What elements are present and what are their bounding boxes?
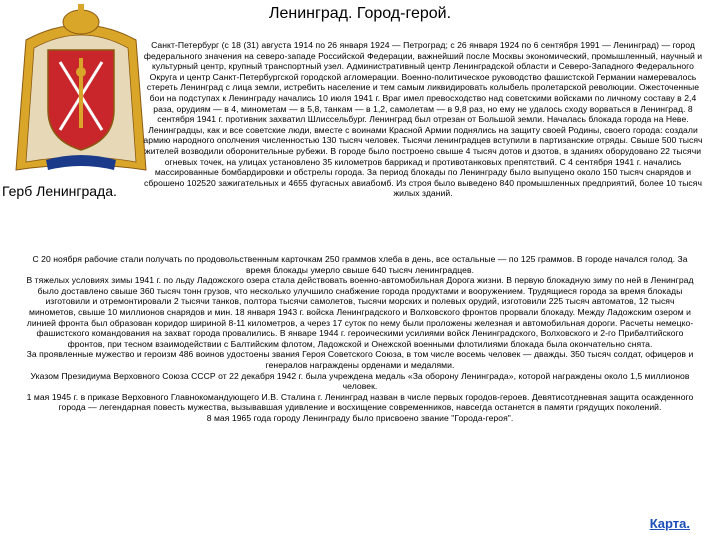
paragraph: В тяжелых условиях зимы 1941 г. по льду Ладожского озера стала действовать военно-автомобильная Дорога жизни. В первую блокадную зиму по ней в Ленинград было доставлено свыше 360 тысяч тонн грузов, что несколько улучшило снабжение города продуктами и вооружением. Трудящиеся города за время блокады изготовили и отремонтировали 2 тысячи танков, полтора тысячи самолетов, тысячи морских и полевых орудий, изготовили 225 тысяч автоматов, 12 тысяч минометов, свыше 10 миллионов снарядов и мин. 18 января 1943 г. войска Ленинградского и Волховского фронтов прорвали блокаду. Между Ладожским озером и линией фронта был образован коридор шириной 8-11 километров, а через 17 суток по нему были проложены железная и автомобильная дороги. Расчеты немецко-фашистского командования на захват города провалились. В январе 1944 г. героическими усилиями войск Ленинградского, Волховского и 2-го Прибалтийского фронтов, при тесном взаимодействии с Балтийским флотом, Ладожской и Онежской военными флотилиями блокада была окончательно снята. [26,275,694,349]
text-block-top [140,40,706,199]
paragraph: За проявленные мужество и героизм 486 воинов удостоены звания Героя Советского Союза, в том числе восемь человек — дважды. 350 тысяч солдат, офицеров и генералов награждены орденами и медалями. [26,349,694,370]
coat-of-arms-caption: Герб Ленинграда. [2,183,117,199]
map-link[interactable]: Карта. [649,516,690,531]
coat-of-arms-icon [6,0,156,180]
paragraph: Санкт-Петербург (с 18 (31) августа 1914 по 26 января 1924 — Петроград; с 26 января 1924 по 6 сентября 1991 — Ленинград) — город федерального значения на северо-западе Российской Федерации, важнейший после Москвы экономический, промышленный, научный и культурный центр, крупный транспортный узел. Административный центр Ленинградской области и Северо-Западного Федерального Округа и центр Санкт-Петербургской городской агломерации. Военно-политическое руководство фашистской Германии намеревалось стереть Ленинград с лица земли, истребить население и тем самым ликвидировать колыбель пролетарской революции. Ожесточенные бои на подступах к Ленинграду начались 10 июля 1941 г. Враг имел превосходство над советскими войсками по личному составу в 2,4 раза, орудиям — в 4, минометам — в 5,8, танкам — в 1,2, самолетам — в 9,8 раз, но ему не удалось сходу ворваться в Ленинград. 8 сентября 1941 г. противник захватил Шлиссельбург. Ленинград был отрезан от Большой земли. Началась блокада города на Неве. Ленинградцы, как и все советские люди, вместе с воинами Красной Армии поднялись на защиту своей Родины, своего города: создали армию народного ополчения численностью 130 тысяч человек. Тысячи ленинградцев вступили в партизанские отряды. Свыше 500 тысяч жителей возводили оборонительные рубежи. В городе было построено свыше 4 тысяч дотов и дзотов, в зданиях оборудовано 22 тысячи огневых точек, на улицах установлено 35 километров баррикад и противотанковых препятствий. С 4 сентября 1941 г. начались массированные бомбардировки и обстрелы города. За период блокады по Ленинграду было выпущено около 150 тысяч снарядов и сброшено 102520 зажигательных и 4655 фугасных авиабомб. Из строя было выведено 840 промышленных предприятий, более 10 тысяч жилых зданий. [143,40,703,199]
page-title: Ленинград. Город-герой. [268,5,452,22]
paragraph: 8 мая 1965 года городу Ленинграду было присвоено звание "Города-героя". [206,412,514,423]
paragraph: 1 мая 1945 г. в приказе Верховного Главнокомандующего И.В. Сталина г. Ленинград назван в числе первых городов-героев. Девятисотдневная защита осажденного города — легендарная повесть мужества, вызывавшая удивление и восхищение современников, навсегда останется в памяти грядущих поколений. [26,391,694,413]
text-block-bottom [26,254,694,424]
paragraph: Указом Президиума Верховного Союза СССР от 22 декабря 1942 г. была учреждена медаль «За оборону Ленинграда», которой награждены около 1,5 миллионов человек. [30,370,690,392]
paragraph: С 20 ноября рабочие стали получать по продовольственным карточкам 250 граммов хлеба в день, все остальные — по 125 граммов. В городе начался голод. За время блокады умерло свыше 640 тысяч ленинградцев. [32,254,688,275]
